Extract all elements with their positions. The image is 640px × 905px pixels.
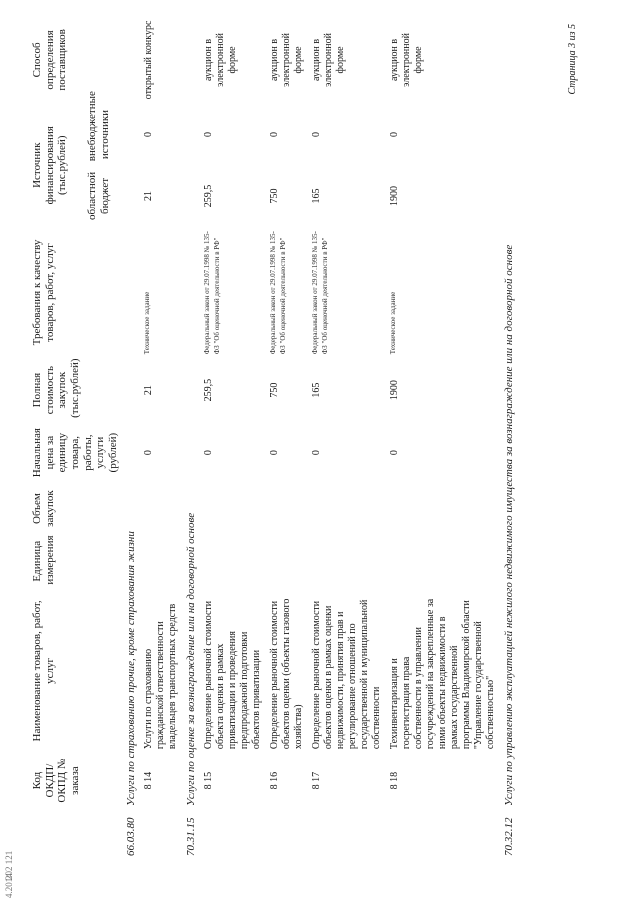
row-extra: 0 xyxy=(311,132,323,138)
section-title: Услуги по оценке за вознаграждение или на договорной основе xyxy=(185,512,198,806)
row-requirements: Федеральный закон от 29.07.1998 № 135-ФЗ "Об оценочной деятельности в РФ" xyxy=(269,231,287,355)
row-extra: 0 xyxy=(269,132,281,138)
row-unit xyxy=(308,534,386,589)
header-price: Начальная цена за единицу товара, работы, услуги (рублей) xyxy=(31,428,119,478)
section-code: 70.31.15 xyxy=(185,817,198,856)
stray-mark-right: 202 121 xyxy=(4,850,14,880)
row-extra: 0 xyxy=(143,132,155,138)
row-name: Определение рыночной стоимости объекта оценки в рамках приватизации и проведения предпродажной подготовки объектов приватизации xyxy=(203,600,263,750)
row-volume xyxy=(140,483,182,533)
row-total: 750 xyxy=(269,382,281,398)
row-method: аукцион в электронной форме xyxy=(269,33,305,87)
header-method: Способ определения поставщиков xyxy=(31,29,69,91)
row-regional: 165 xyxy=(311,188,323,204)
row-total: 21 xyxy=(143,385,155,396)
row-unit xyxy=(266,534,308,589)
row-regional: 1900 xyxy=(389,185,401,206)
section-title: Услуги по страхованию прочие, кроме страхования жизни xyxy=(125,531,138,806)
row-total: 165 xyxy=(311,382,323,398)
section-title: Услуги по управлению эксплуатацией нежилого недвижимого имущества за вознаграждение или на договорной основе xyxy=(503,244,516,806)
table-row xyxy=(200,16,266,808)
row-price: 0 xyxy=(269,450,281,456)
header-fin-extra: внебюджетные источники xyxy=(86,91,111,162)
row-price: 0 xyxy=(203,450,215,456)
row-name: Определение рыночной стоимости объектов оценки в рамках оценки недвижимости, принятия прав и регулирование отношений по государственной и муниципальной собственности xyxy=(311,599,383,750)
row-extra: 0 xyxy=(203,132,215,138)
header-code: Код ОКДП/ ОКПД № заказа xyxy=(31,758,81,803)
row-volume xyxy=(200,483,266,533)
row-method: аукцион в электронной форме xyxy=(203,33,239,87)
row-requirements: Федеральный закон от 29.07.1998 № 135-ФЗ "Об оценочной деятельности в РФ" xyxy=(311,231,329,355)
section-code: 66.03.80 xyxy=(125,817,138,856)
row-code: 8 15 xyxy=(203,771,215,790)
stray-mark-left: 4.2014 xyxy=(4,873,14,898)
page-number: Страница 3 из 5 xyxy=(567,24,578,95)
row-requirements: Техническое задание xyxy=(389,291,398,355)
row-regional: 259,5 xyxy=(203,184,215,208)
row-regional: 750 xyxy=(269,188,281,204)
header-name: Наименование товаров, работ, услуг xyxy=(31,600,56,742)
table-row xyxy=(386,16,500,808)
section-row xyxy=(500,16,518,808)
table-row xyxy=(140,16,182,808)
header-volume: Объем закупок xyxy=(31,490,56,527)
row-price: 0 xyxy=(311,450,323,456)
row-unit xyxy=(386,534,500,589)
row-requirements: Федеральный закон от 29.07.1998 № 135-ФЗ "Об оценочной деятельности в РФ" xyxy=(203,231,221,355)
row-total: 1900 xyxy=(389,380,401,401)
row-regional: 21 xyxy=(143,190,155,201)
row-price: 0 xyxy=(143,450,155,456)
row-method: аукцион в электронной форме xyxy=(389,33,425,87)
row-code: 8 14 xyxy=(143,771,155,790)
header-financing: Источник финансирования (тыс.рублей) xyxy=(31,126,69,205)
row-total: 259,5 xyxy=(203,378,215,402)
row-code: 8 16 xyxy=(269,771,281,790)
row-requirements: Техническое задание xyxy=(143,291,152,355)
row-volume xyxy=(386,483,500,533)
row-price: 0 xyxy=(389,450,401,456)
row-unit xyxy=(140,534,182,589)
section-row xyxy=(182,16,200,808)
row-code: 8 18 xyxy=(389,771,401,790)
row-name: Определение рыночной стоимости объектов оценки (объекты газового хозяйства) xyxy=(269,598,305,750)
row-unit xyxy=(200,534,266,589)
row-code: 8 17 xyxy=(311,771,323,790)
section-code: 70.32.12 xyxy=(503,817,516,856)
row-name: Техинвентаризация и госрегистрация права собственности в управлении госучреждений на закрепленные за ними объекты недвижимости в рамках государственной программы Владимирской области "Управление государственной собственностью" xyxy=(389,598,497,750)
header-fin-regional: областной бюджет xyxy=(86,171,111,221)
header-requirements: Требования к качеству товаров, работ, услуг xyxy=(31,239,56,346)
table-row xyxy=(266,16,308,808)
row-method: открытый конкурс xyxy=(143,20,155,100)
row-volume xyxy=(308,483,386,533)
header-row xyxy=(28,16,83,808)
header-unit: Единица измерения xyxy=(31,535,56,585)
row-volume xyxy=(266,483,308,533)
table-row xyxy=(308,16,386,808)
row-extra: 0 xyxy=(389,132,401,138)
procurement-table xyxy=(28,16,518,856)
section-row xyxy=(122,16,140,808)
row-method: аукцион в электронной форме xyxy=(311,33,347,87)
header-total: Полная стоимость закупок (тыс.рублей) xyxy=(31,358,81,418)
row-name: Услуги по страхованию гражданской ответственности владельцев транспортных средств xyxy=(143,603,179,750)
